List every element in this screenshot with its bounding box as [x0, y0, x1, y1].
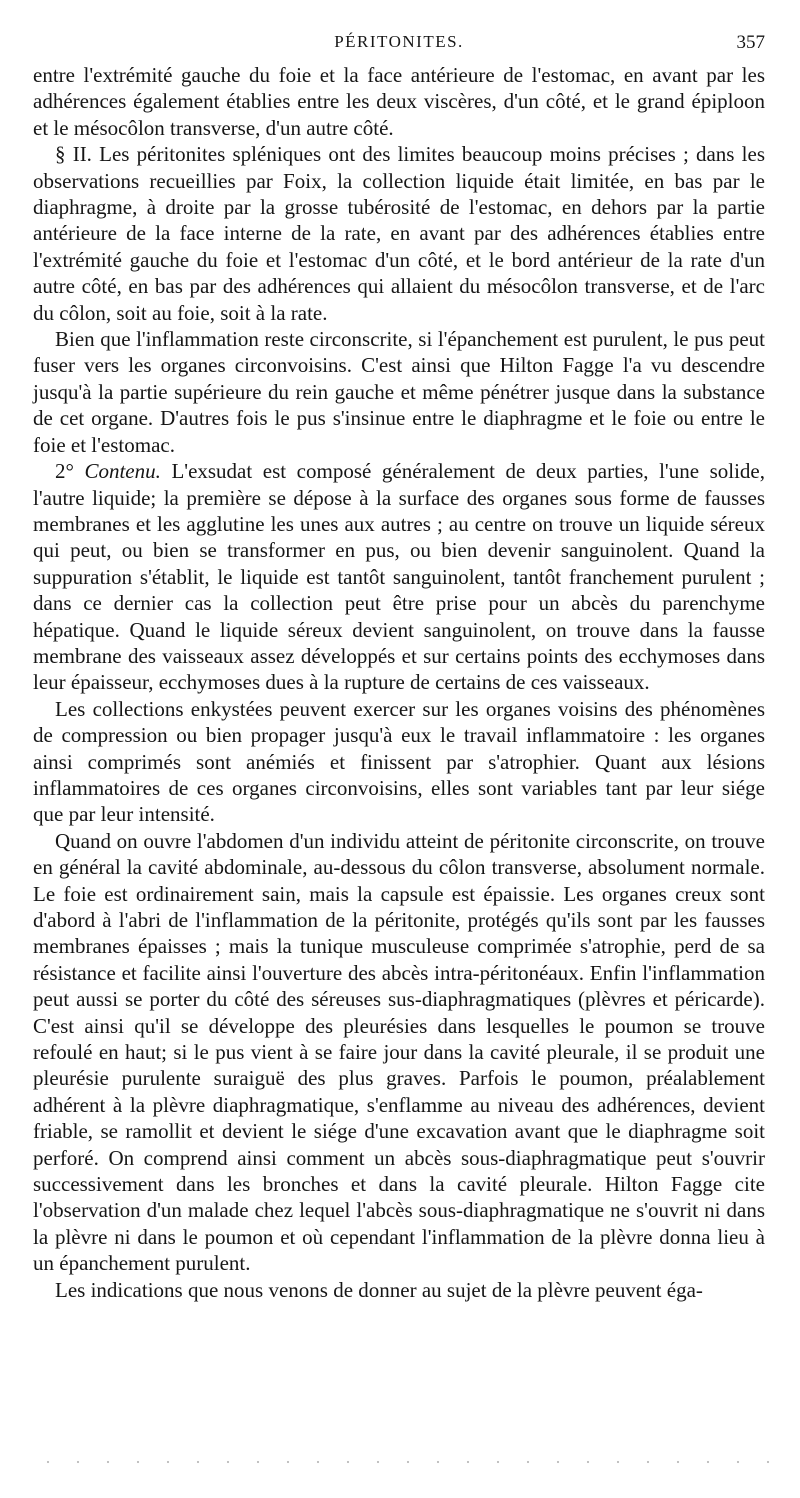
- page-body: [33, 62, 765, 1303]
- paragraph-pus-spread: [33, 326, 765, 458]
- paragraph-encysted-collections: [33, 696, 765, 828]
- paragraph-text: Les péritonites spléniques ont des limites beaucoup moins précises ; dans les observations recueillies par Foix, la collection liquide était limitée, en bas par le diaphragme, à droite par la grosse tubérosité de l'estomac, en dehors par la partie antérieure de la face interne de la rate, en avant par des adhérences établies entre l'extrémité gauche du foie et l'estomac d'un côté, et le bord antérieur de la rate d'un autre côté, en bas par des adhérences qui allaient du mésocôlon transverse, et de l'arc du côlon, soit au foie, soit à la rate.: [33, 142, 765, 325]
- bleed-through-artifact: [33, 1460, 773, 1464]
- running-title: PÉRITONITES.: [334, 32, 464, 51]
- paragraph-abdomen-opening: [33, 828, 765, 1277]
- paragraph-indications: [33, 1277, 765, 1303]
- paragraph-text: Les indications que nous venons de donner au sujet de la plèvre peuvent éga-: [55, 1277, 703, 1302]
- section-label: Contenu.: [84, 459, 161, 484]
- page-header: [33, 26, 765, 62]
- paragraph-text: Bien que l'inflammation reste circonscrite, si l'épanchement est purulent, le pus peut fuser vers les organes circonvoisins. C'est ainsi que Hilton Fagge l'a vu descendre jusqu'à la partie supérieure du rein gauche et même pénétrer jusque dans la substance de cet organe. D'autres fois le pus s'insinue entre le diaphragme et le foie ou entre le foie et l'estomac.: [33, 327, 765, 457]
- section-number: 2°: [55, 459, 74, 484]
- page-number: 357: [736, 32, 765, 53]
- paragraph-contenu: [33, 458, 765, 696]
- paragraph-continuation: [33, 62, 765, 141]
- paragraph-text: entre l'extrémité gauche du foie et la face antérieure de l'estomac, en avant par les adhérences également établies entre les deux viscères, d'un côté, et le grand épiploon et le mésocôlon transverse, d'un autre côté.: [33, 63, 765, 140]
- section-marker: § II.: [55, 142, 92, 167]
- book-page: [33, 26, 765, 1303]
- paragraph-text: Quand on ouvre l'abdomen d'un individu atteint de péritonite circonscrite, on trouve en général la cavité abdominale, au-dessous du côlon transverse, absolument normale. Le foie est ordinairement sain, mais la capsule est épaissie. Les organes creux sont d'abord à l'abri de l'inflammation de la péritonite, protégés qu'ils sont par les fausses membranes épaisses ; mais la tunique musculeuse comprimée s'atrophie, perd de sa résistance et facilite ainsi l'ouverture des abcès intra-péritonéaux. Enfin l'inflammation peut aussi se porter du côté des séreuses sus-diaphragmatiques (plèvres et péricarde). C'est ainsi qu'il se développe des pleurésies dans lesquelles le poumon se trouve refoulé en haut; si le pus vient à se faire jour dans la cavité pleurale, il se produit une pleurésie purulente suraiguë des plus graves. Parfois le poumon, préalablement adhérent à la plèvre diaphragmatique, s'enflamme au niveau des adhérences, devient friable, se ramollit et devient le siége d'une excavation avant que le diaphragme soit perforé. On comprend ainsi comment un abcès sous-diaphragmatique peut s'ouvrir successivement dans les bronches et dans la cavité pleurale. Hilton Fagge cite l'observation d'un malade chez lequel l'abcès sous-diaphragmatique ne s'ouvrit ni dans la plèvre ni dans le poumon et où cependant l'inflammation de la plèvre donna lieu à un épanchement purulent.: [33, 828, 765, 1276]
- paragraph-text: L'exsudat est composé généralement de deux parties, l'une solide, l'autre liquide; la première se dépose à la surface des organes sous forme de fausses membranes et les agglutine les unes aux autres ; au centre on trouve un liquide séreux qui peut, ou bien se transformer en pus, ou bien devenir sanguinolent. Quand la suppuration s'établit, le liquide est tantôt sanguinolent, tantôt franchement purulent ; dans ce dernier cas la collection peut être prise pour un abcès du parenchyme hépatique. Quand le liquide séreux devient sanguinolent, on trouve dans la fausse membrane des vaisseaux assez développés et sur certains points des ecchymoses dans leur épaisseur, ecchymoses dues à la rupture de certains de ces vaisseaux.: [33, 459, 765, 695]
- paragraph-text: Les collections enkystées peuvent exercer sur les organes voisins des phénomènes de compression ou bien propager jusqu'à eux le travail inflammatoire : les organes ainsi comprimés sont anémiés et finissent par s'atrophier. Quant aux lésions inflammatoires de ces organes circonvoisins, elles sont variables tant par leur siége que par leur intensité.: [33, 696, 765, 827]
- paragraph-splenic-peritonitis: [33, 141, 765, 326]
